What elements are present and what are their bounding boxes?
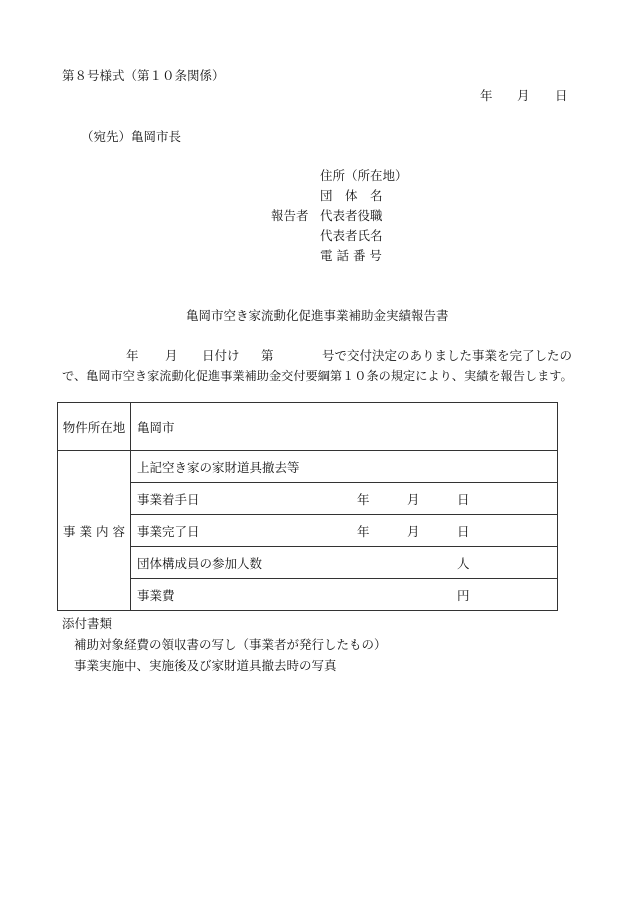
end-date-label: 事業完了日: [137, 523, 200, 539]
body-dai: 第: [261, 348, 274, 363]
cost-row: [131, 579, 558, 611]
business-row1: [131, 451, 558, 483]
start-year: 年: [357, 491, 370, 507]
participants-row: [131, 547, 558, 579]
table-row: [58, 451, 558, 483]
attachments-heading: 添付書類: [62, 616, 113, 631]
body-line2: で、亀岡市空き家流動化促進事業補助金交付要綱第１０条の規定により、実績を報告します。: [62, 369, 573, 383]
attachment-item: 補助対象経費の領収書の写し（事業者が発行したもの）: [74, 637, 387, 652]
body-line1-rest: 号で交付決定のありました事業を完了したの: [322, 348, 573, 363]
date-year: 年: [480, 88, 493, 103]
business-label: 事 業 内 容: [58, 451, 131, 611]
start-day: 日: [457, 491, 470, 507]
reporter-org-name: 団 体 名: [320, 188, 383, 203]
cost-unit: 円: [457, 587, 470, 603]
document-title: 亀岡市空き家流動化促進事業補助金実績報告書: [186, 308, 449, 323]
table-row: [58, 483, 558, 515]
table-row: [58, 515, 558, 547]
reporter-phone: 電 話 番 号: [320, 248, 382, 263]
body-day-dated: 日付け: [202, 348, 240, 363]
cost-label: 事業費: [137, 587, 175, 603]
start-date-label: 事業着手日: [137, 491, 200, 507]
table-row: [58, 547, 558, 579]
end-day: 日: [457, 523, 470, 539]
property-value: 亀岡市: [137, 419, 175, 435]
body-month: 月: [165, 348, 178, 363]
table-row: [58, 403, 558, 451]
table-row: [58, 579, 558, 611]
body-year: 年: [126, 348, 139, 363]
participants-unit: 人: [457, 555, 470, 571]
property-label: 物件所在地: [58, 403, 131, 451]
date-day: 日: [555, 88, 568, 103]
start-date-row: [131, 483, 558, 515]
reporter-rep-name: 代表者氏名: [320, 228, 383, 243]
reporter-address: 住所（所在地）: [320, 168, 408, 183]
attachment-item: 事業実施中、実施後及び家財道具撤去時の写真: [74, 658, 337, 673]
end-month: 月: [407, 523, 420, 539]
date-month: 月: [517, 88, 530, 103]
participants-label: 団体構成員の参加人数: [137, 555, 263, 571]
reporter-label: 報告者: [271, 208, 309, 223]
end-date-row: [131, 515, 558, 547]
report-table: [57, 402, 558, 611]
business-row1-text: 上記空き家の家財道具撤去等: [137, 459, 300, 475]
end-year: 年: [357, 523, 370, 539]
property-cell: [131, 403, 558, 451]
reporter-rep-title: 代表者役職: [320, 208, 383, 223]
start-month: 月: [407, 491, 420, 507]
addressee: （宛先）亀岡市長: [81, 129, 182, 144]
form-number: 第８号様式（第１０条関係）: [62, 68, 225, 83]
